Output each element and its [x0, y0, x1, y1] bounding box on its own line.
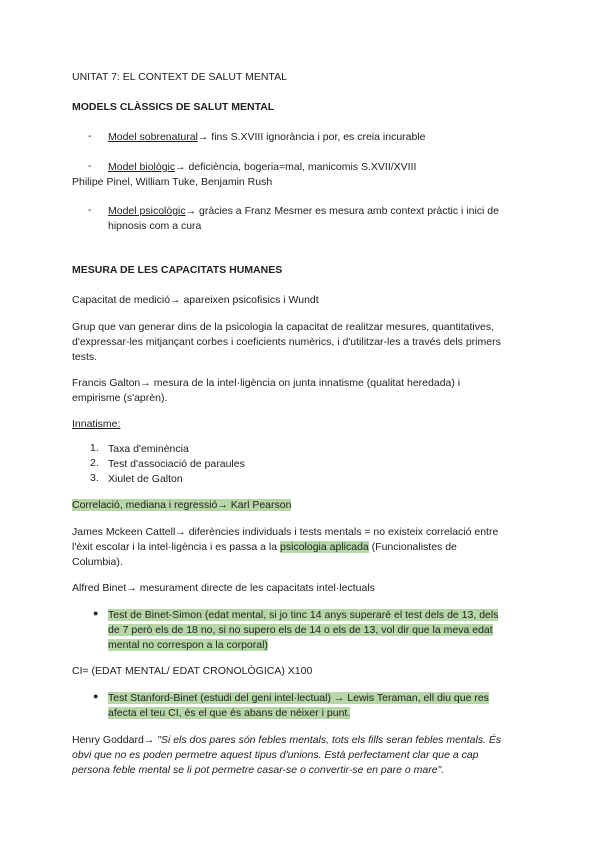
paragraph-line: empirisme (s'aprèn). [72, 392, 168, 404]
text-run: Henry Goddard→ [72, 734, 158, 746]
text-run: l'èxit escolar i la intel·ligència i es passa a la [72, 541, 281, 553]
list-item [108, 204, 499, 218]
quote-text: "Si els dos pares són febles mentals, tots els fills seran febles mentals. És [157, 734, 502, 746]
numbered-item: Test d'associació de paraules [108, 458, 245, 470]
text-run: (Funcionalistes de [368, 541, 457, 553]
paragraph-line: Columbia). [72, 556, 123, 568]
highlighted-line [72, 498, 291, 512]
paragraph-line: Grup que van generar dins de la psicologia la capacitat de realitzar mesures, quantitatives, [72, 321, 494, 333]
list-item [108, 130, 426, 144]
bullet-icon: ● [93, 608, 99, 618]
item-text: → gràcies a Franz Mesmer es mesura amb context pràctic i inici de [185, 205, 499, 217]
unit-title: UNITAT 7: EL CONTEXT DE SALUT MENTAL [72, 71, 287, 83]
dash-marker: - [88, 204, 92, 216]
bullet-line [108, 623, 493, 637]
item-text: → deficiència, bogeria=mal, manicomis S.XVII/XVIII [175, 161, 417, 173]
paragraph-line: James Mckeen Cattell→ diferències individuals i tests mentals = no existeix correlació entre [72, 526, 499, 538]
highlighted-text: Test Stanford-Binet (estudi del geni intel·lectual) → Lewis Teraman, ell diu que res [108, 692, 489, 704]
correlacio-text: Correlació, mediana i regressió→ Karl Pearson [72, 499, 292, 511]
bullet-line [108, 638, 268, 652]
paragraph-line: d'expressar-les mitjançant corbes i coeficients numèrics, i d'utilitzar-les a través dels primers [72, 336, 501, 348]
term-label: Model biològic [108, 161, 176, 173]
list-item [108, 160, 416, 174]
bullet-line [108, 691, 489, 705]
names-line: Philipe Pinel, William Tuke, Benjamin Rush [72, 176, 273, 188]
ci-formula: CI= (EDAT MENTAL/ EDAT CRONOLÒGICA) X100 [72, 665, 313, 677]
bullet-line [108, 608, 498, 622]
section-heading-mesura: MESURA DE LES CAPACITATS HUMANES [72, 264, 283, 276]
paragraph: Capacitat de medició→ apareixen psicofisics i Wundt [72, 294, 319, 306]
dash-marker: - [88, 160, 92, 172]
numbered-item: Xiulet de Galton [108, 473, 183, 485]
bullet-icon: ● [93, 691, 99, 701]
highlighted-term: psicologia aplicada [280, 541, 369, 553]
paragraph-line: tests. [72, 351, 98, 363]
item-text-continued: hipnosis com a cura [108, 220, 202, 232]
list-number: 3. [90, 472, 99, 484]
paragraph-line [72, 733, 501, 747]
highlighted-text: de 7 però els de 18 no, si no supero els de 14 o els de 13, vol dir que la meva edat [108, 624, 493, 636]
highlighted-text: afecta el teu CI, és el que és abans de néixer i punt. [108, 707, 351, 719]
paragraph: Alfred Binet→ mesurament directe de les capacitats intel·lectuals [72, 582, 375, 594]
paragraph-line: Francis Galton→ mesura de la intel·ligència on junta innatisme (qualitat heredada) i [72, 377, 461, 389]
item-text: → fins S.XVIII ignorància i por, es creia incurable [197, 131, 426, 143]
term-label: Model psicològic [108, 205, 186, 217]
list-number: 1. [90, 442, 99, 454]
dash-marker: - [88, 130, 92, 142]
paragraph-line [72, 540, 457, 554]
term-label: Model sobrenatural [108, 131, 198, 143]
quote-line: persona feble mental se li pot permetre casar-se o convertir-se en pare o mare". [72, 764, 445, 776]
section-heading-models: MODELS CLÀSSICS DE SALUT MENTAL [72, 101, 275, 113]
innatisme-label: Innatisme: [72, 418, 121, 430]
numbered-item: Taxa d'eminència [108, 443, 189, 455]
highlighted-text: Test de Binet-Simon (edat mental, si jo tinc 14 anys superaré el test dels de 13, dels [108, 609, 499, 621]
quote-line: obvi que no es poden permetre aquest tipus d'unions. Està perfectament clar que a cap [72, 749, 479, 761]
highlighted-text: mental no correspon a la corporal) [108, 639, 268, 651]
list-number: 2. [90, 457, 99, 469]
bullet-line [108, 706, 350, 720]
